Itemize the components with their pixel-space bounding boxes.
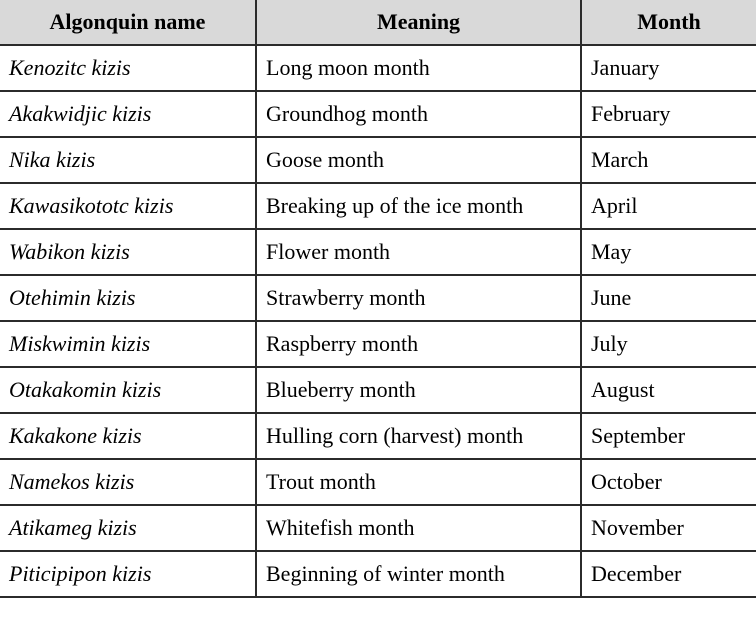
header-meaning: Meaning [256,0,581,45]
month-cell: May [581,229,756,275]
month-cell: July [581,321,756,367]
meaning-cell: Strawberry month [256,275,581,321]
algonquin-name-cell: Wabikon kizis [0,229,256,275]
algonquin-name-cell: Miskwimin kizis [0,321,256,367]
month-cell: June [581,275,756,321]
month-cell: October [581,459,756,505]
meaning-cell: Beginning of winter month [256,551,581,597]
month-cell: March [581,137,756,183]
table-header [0,0,756,45]
month-cell: February [581,91,756,137]
table-row [0,229,756,275]
month-cell: January [581,45,756,91]
month-cell: November [581,505,756,551]
table-row [0,137,756,183]
month-cell: December [581,551,756,597]
table-row [0,413,756,459]
table-row [0,551,756,597]
algonquin-name-cell: Kawasikototc kizis [0,183,256,229]
algonquin-name-cell: Nika kizis [0,137,256,183]
table-row [0,321,756,367]
table-row [0,91,756,137]
header-algonquin-name: Algonquin name [0,0,256,45]
table-body [0,45,756,597]
table-row [0,45,756,91]
algonquin-name-cell: Piticipipon kizis [0,551,256,597]
header-month: Month [581,0,756,45]
meaning-cell: Flower month [256,229,581,275]
algonquin-name-cell: Otehimin kizis [0,275,256,321]
table-row [0,505,756,551]
table-row [0,183,756,229]
month-cell: September [581,413,756,459]
meaning-cell: Long moon month [256,45,581,91]
algonquin-name-cell: Kakakone kizis [0,413,256,459]
header-row [0,0,756,45]
algonquin-name-cell: Atikameg kizis [0,505,256,551]
month-cell: April [581,183,756,229]
meaning-cell: Hulling corn (harvest) month [256,413,581,459]
table-row [0,367,756,413]
algonquin-name-cell: Otakakomin kizis [0,367,256,413]
meaning-cell: Trout month [256,459,581,505]
month-cell: August [581,367,756,413]
meaning-cell: Groundhog month [256,91,581,137]
algonquin-name-cell: Kenozitc kizis [0,45,256,91]
table-row [0,459,756,505]
meaning-cell: Breaking up of the ice month [256,183,581,229]
algonquin-name-cell: Namekos kizis [0,459,256,505]
meaning-cell: Goose month [256,137,581,183]
meaning-cell: Blueberry month [256,367,581,413]
meaning-cell: Whitefish month [256,505,581,551]
algonquin-name-cell: Akakwidjic kizis [0,91,256,137]
table-row [0,275,756,321]
meaning-cell: Raspberry month [256,321,581,367]
